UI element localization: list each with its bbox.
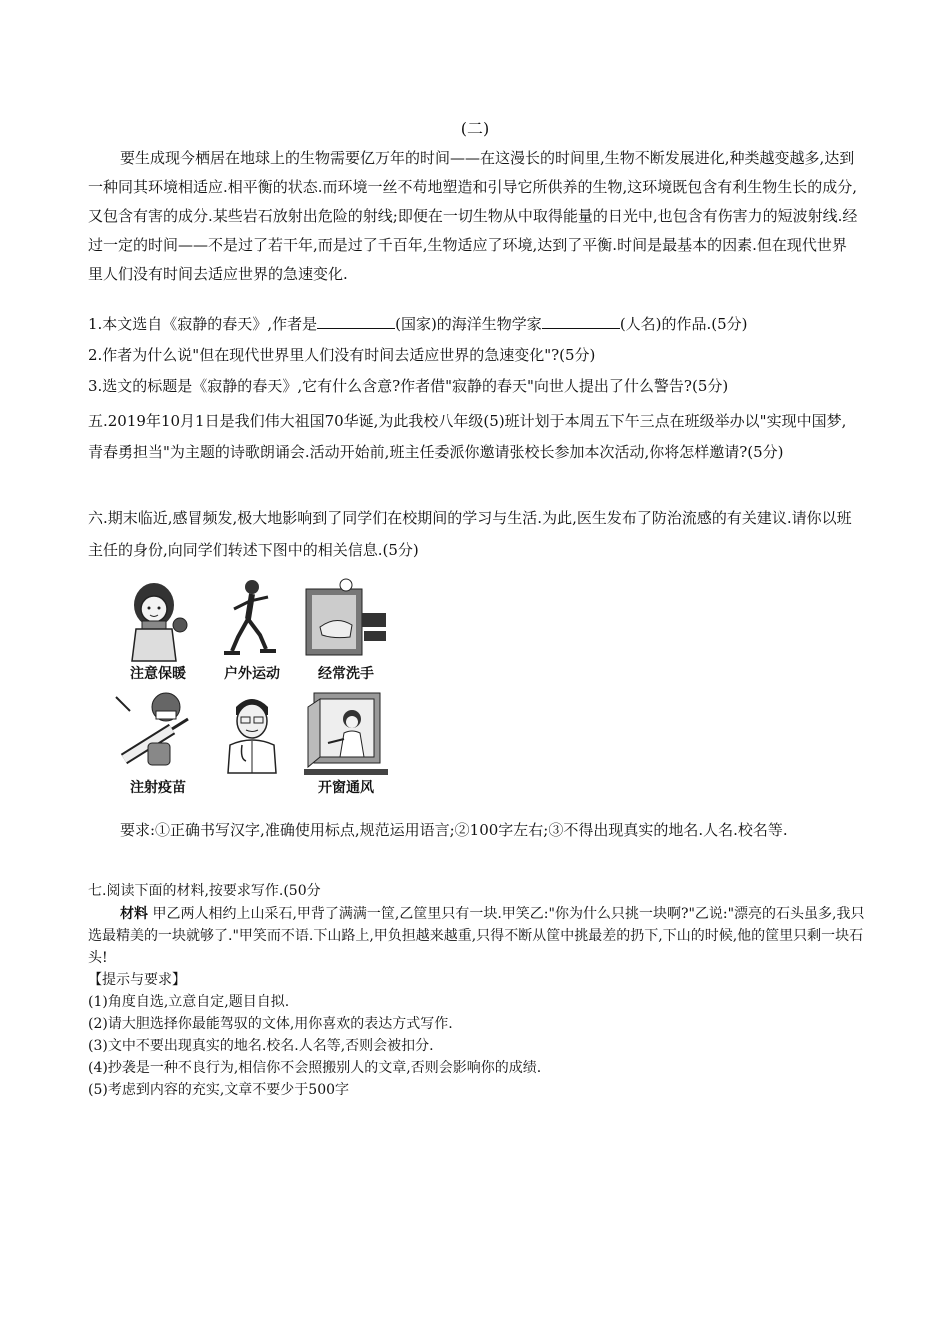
question-7-title: 七.阅读下面的材料,按要求写作.(50分	[88, 883, 321, 899]
tip-item: (2)请大胆选择你最能驾驭的文体,用你喜欢的表达方式写作.	[88, 1016, 453, 1032]
tips-title: 【提示与要求】	[88, 972, 186, 988]
question-2: 2.作者为什么说"但在现代世界里人们没有时间去适应世界的急速变化"?(5分)	[88, 346, 596, 364]
section-title: (二)	[460, 119, 490, 138]
material-label: 材料	[120, 906, 148, 922]
tip-item: (1)角度自选,立意自定,题目自拟.	[88, 994, 290, 1010]
requirement-text: 要求:①正确书写汉字,准确使用标点,规范运用语言;②100字左右;③不得出现真实的地名.人名.校名等.	[120, 821, 788, 839]
keep-warm-panel	[112, 575, 204, 687]
question-5: 五.2019年10月1日是我们伟大祖国70华诞,为此我校八年级(5)班计划于本周五下午三点在班级举办以"实现中国梦,青春勇担当"为主题的诗歌朗诵会.活动开始前,班主任委派你邀请张校长参加本次活动,你将怎样邀请?(5分)	[88, 412, 847, 461]
material-block	[88, 903, 878, 969]
skater-icon	[206, 575, 298, 663]
material-text: 甲乙两人相约上山采石,甲背了满满一筐,乙筐里只有一块.甲笑乙:"你为什么只挑一块啊?"乙说:"漂亮的石头虽多,我只选最精美的一块就够了."甲笑而不语.下山路上,甲负担越来越重,只得不断从筐中挑最差的扔下,下山的时候,他的筐里只剩一块石头!	[88, 906, 865, 966]
tips-block	[88, 969, 878, 1101]
flu-prevention-figure	[112, 575, 397, 802]
outdoor-exercise-panel	[206, 575, 298, 687]
question-6: 六.期末临近,感冒频发,极大地影响到了同学们在校期间的学习与生活.为此,医生发布了防治流感的有关建议.请你以班主任的身份,向同学们转述下图中的相关信息.(5分)	[88, 509, 852, 559]
caption-wash-hands: 经常洗手	[318, 666, 374, 682]
requirement-block	[88, 815, 860, 846]
syringe-icon	[112, 689, 204, 777]
question-1	[88, 310, 868, 339]
tip-item: (5)考虑到内容的充实,文章不要少于500字	[88, 1082, 350, 1098]
vaccination-panel	[112, 689, 204, 801]
hand-washing-icon	[300, 575, 392, 663]
caption-outdoor-exercise: 户外运动	[224, 666, 280, 682]
ventilation-panel	[300, 689, 392, 801]
caption-ventilation: 开窗通风	[318, 780, 374, 796]
woman-scarf-icon	[112, 575, 204, 663]
open-window-icon	[300, 689, 392, 777]
reading-passage	[88, 144, 860, 289]
question-3: 3.选文的标题是《寂静的春天》,它有什么含意?作者借"寂静的春天"向世人提出了什么警告?(5分)	[88, 377, 729, 395]
question-1-part2: (国家)的海洋生物学家	[395, 315, 542, 333]
question-1-part3: (人名)的作品.(5分)	[619, 315, 748, 333]
answer-blank-country[interactable]	[317, 313, 395, 329]
passage-text: 要生成现今栖居在地球上的生物需要亿万年的时间——在这漫长的时间里,生物不断发展进化,种类越变越多,达到一种同其环境相适应.相平衡的状态.而环境一丝不苟地塑造和引导它所供养的生物,这环境既包含有利生物生长的成分,又包含有害的成分.某些岩石放射出危险的射线;即便在一切生物从中取得能量的日光中,也包含有伤害力的短波射线.经过一定的时间——不是过了若干年,而是过了千百年,生物适应了环境,达到了平衡.时间是最基本的因素.但在现代世界里人们没有时间去适应世界的急速变化.	[88, 149, 858, 283]
tip-item: (3)文中不要出现真实的地名.校名.人名等,否则会被扣分.	[88, 1038, 434, 1054]
doctor-panel	[206, 689, 298, 801]
caption-keep-warm: 注意保暖	[130, 666, 186, 682]
doctor-icon	[206, 689, 298, 777]
tip-item: (4)抄袭是一种不良行为,相信你不会照搬别人的文章,否则会影响你的成绩.	[88, 1060, 542, 1076]
caption-vaccination: 注射疫苗	[130, 780, 186, 796]
wash-hands-panel	[300, 575, 392, 687]
answer-blank-name[interactable]	[542, 313, 620, 329]
question-1-part1: 1.本文选自《寂静的春天》,作者是	[88, 315, 318, 333]
